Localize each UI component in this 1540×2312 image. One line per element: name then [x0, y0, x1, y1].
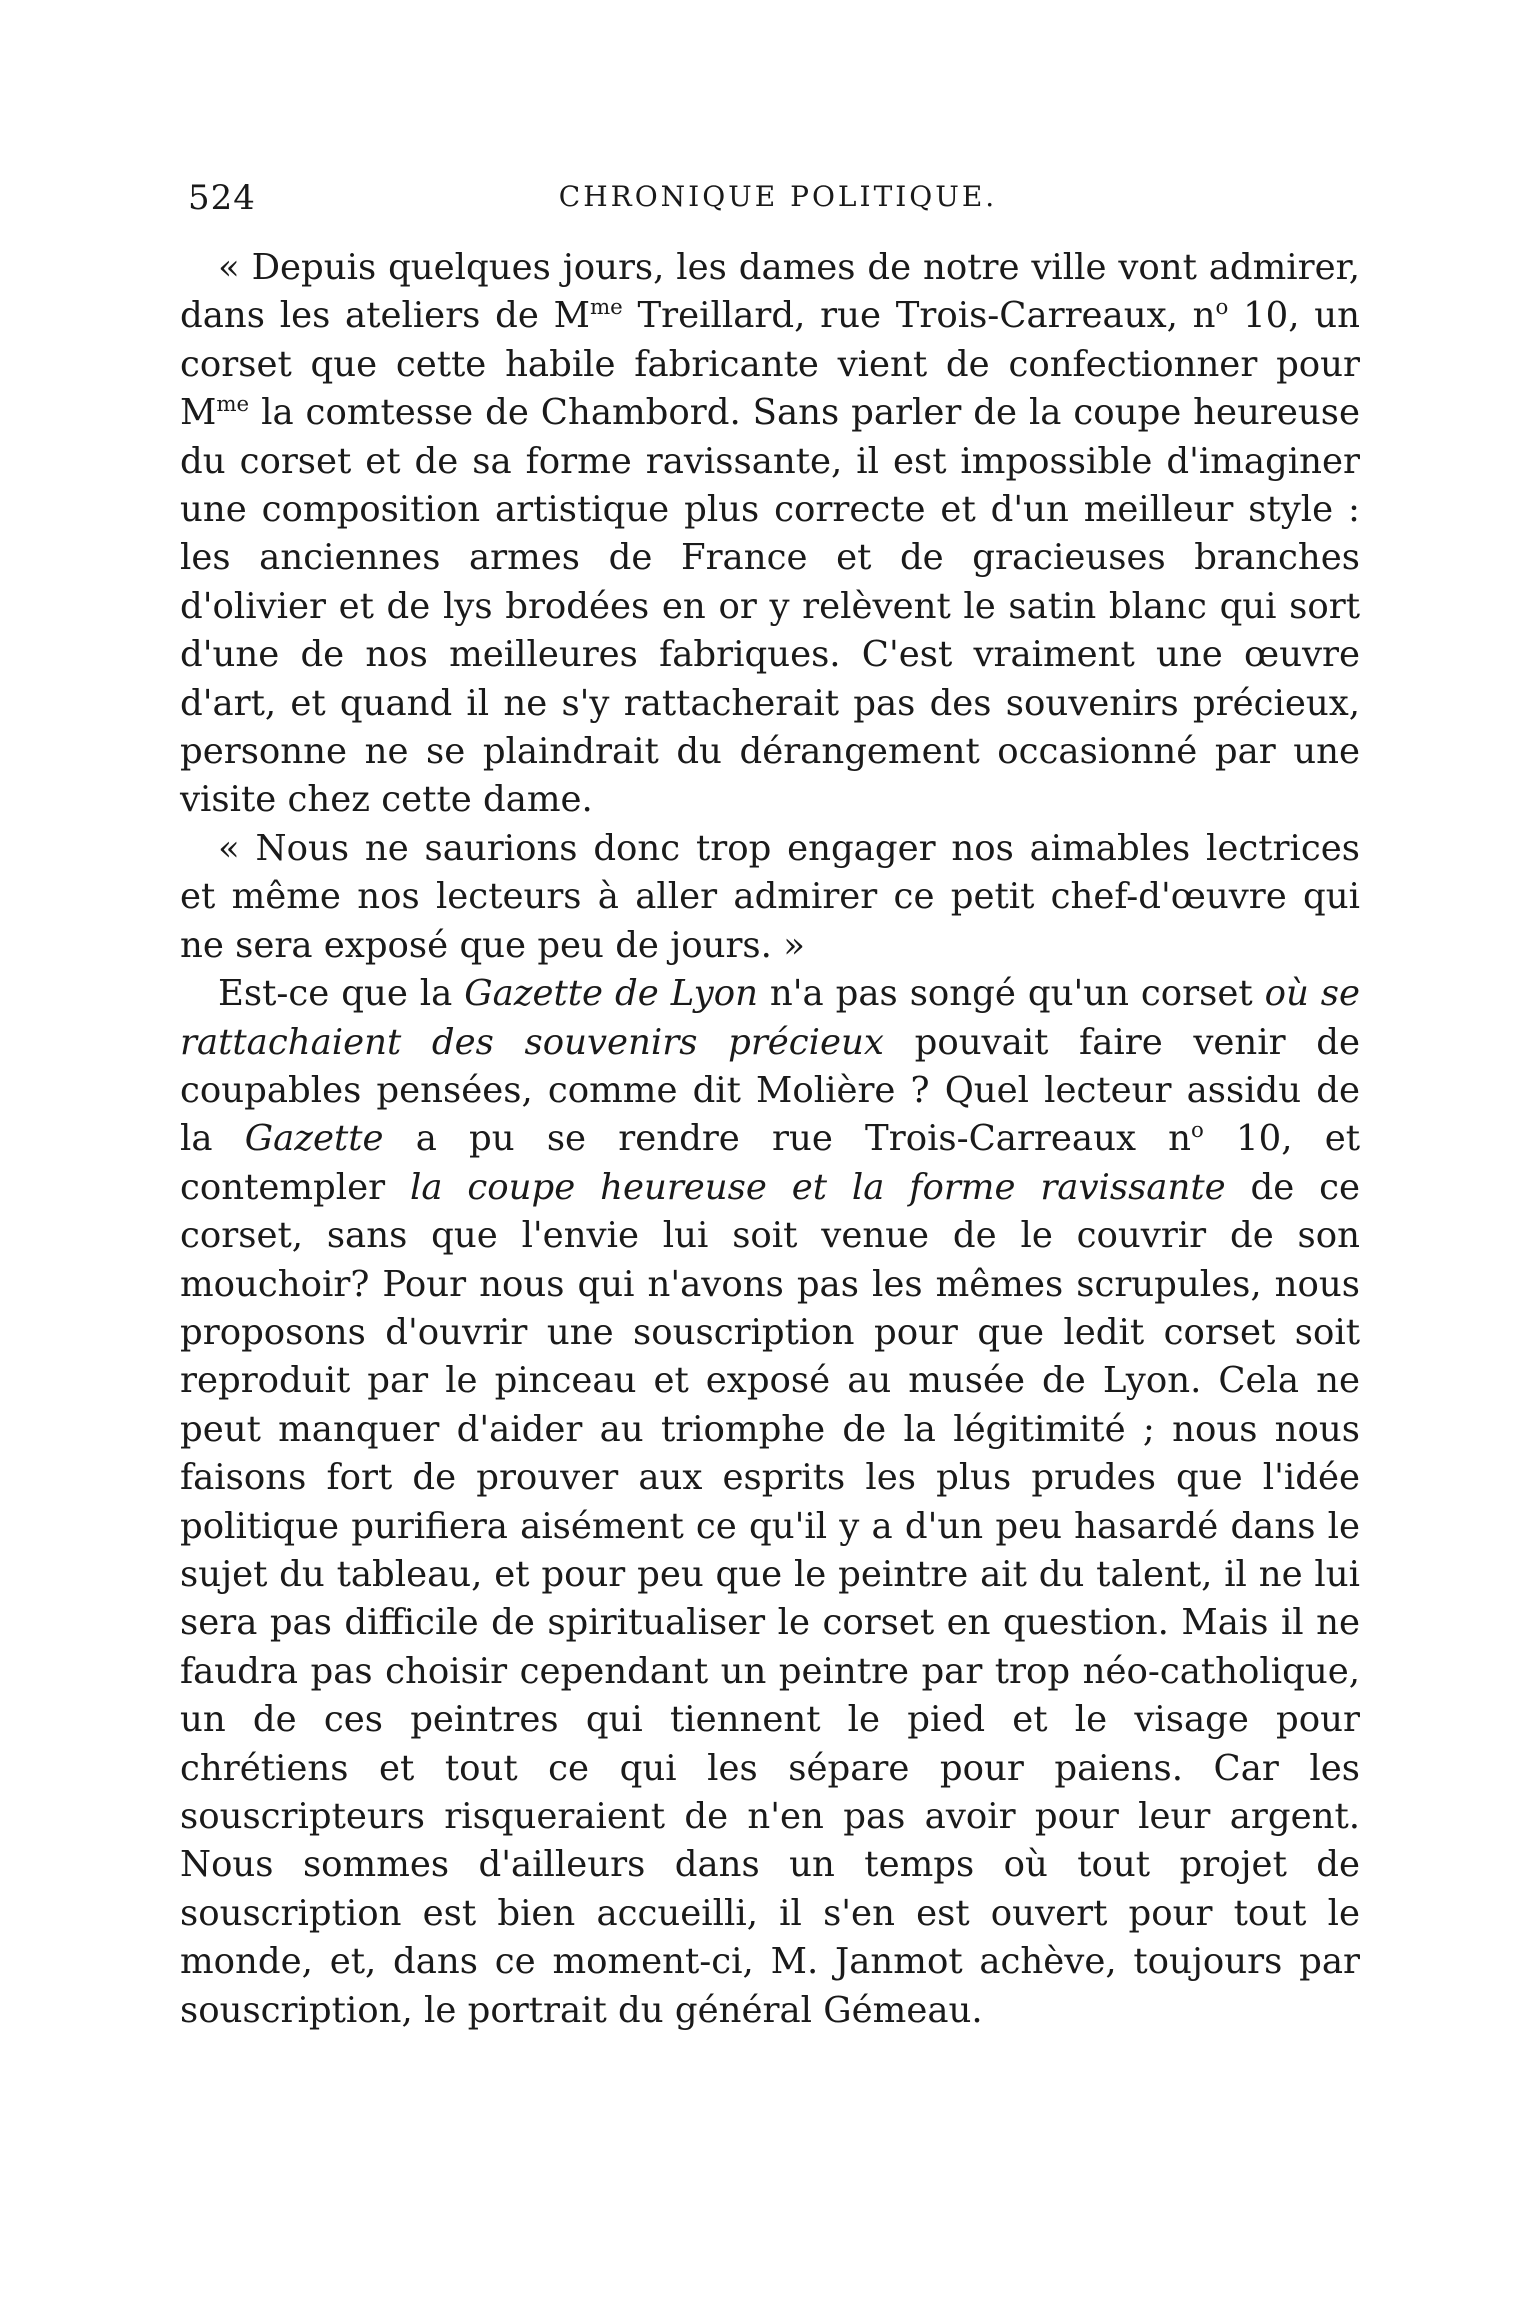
text-run: 10, un corset que cette habile fabricante vient de confectionner pour M — [180, 295, 1360, 434]
text-run: Treillard, rue Trois-Carreaux, n — [622, 295, 1216, 337]
paragraph — [180, 825, 1360, 970]
text-run: la comtesse de Chambord. Sans parler de la coupe heureuse du corset et de sa forme ravissante, il est impossible d'imaginer une composition artistique plus correcte et d'un meilleur style : les anciennes armes de France et de gracieuses branches d'olivier et de lys brodées en or y relèvent le satin blanc qui sort d'une de nos meilleures fabriques. C'est vraiment une œuvre d'art, et quand il ne s'y rattacherait pas des souvenirs précieux, personne ne se plaindrait du dérangement occasionné par une visite chez cette dame. — [180, 392, 1360, 821]
body-text — [180, 244, 1360, 2035]
text-run: Est-ce que la — [218, 973, 465, 1015]
superscript-text: me — [216, 392, 250, 418]
paragraph — [180, 970, 1360, 2035]
text-run: « Depuis quelques jours, les dames de notre ville vont admirer, dans les ateliers de M — [180, 247, 1360, 337]
italic-text: où se rattachaient des souvenirs précieux — [180, 973, 1360, 1063]
text-run: pouvait faire venir de coupables pensées, comme dit Molière ? Quel lecteur assidu de la — [180, 1021, 1361, 1160]
text-run: n'a pas songé qu'un corset — [757, 973, 1265, 1015]
italic-text: Gazette — [244, 1118, 384, 1160]
italic-text: Gazette de Lyon — [464, 973, 758, 1015]
superscript-text: me — [589, 295, 623, 321]
text-run: a pu se rendre rue Trois-Carreaux n — [383, 1118, 1192, 1160]
text-run: 10, et contempler — [180, 1118, 1360, 1208]
text-run: de ce corset, sans que l'envie lui soit venue de le couvrir de son mouchoir? Pour nous qui n'avons pas les mêmes scrupules, nous proposons d'ouvrir une souscription pour que ledit corset soit reproduit par le pinceau et exposé au musée de Lyon. Cela ne peut manquer d'aider au triomphe de la légitimité ; nous nous faisons fort de prouver aux esprits les plus prudes que l'idée politique purifiera aisément ce qu'il y a d'un peu hasardé dans le sujet du tableau, et pour peu que le peintre ait du talent, il ne lui sera pas difficile de spiritualiser le corset en question. Mais il ne faudra pas choisir cependant un peintre par trop néo-catholique, un de ces peintres qui tiennent le pied et le visage pour chrétiens et tout ce qui les sépare pour paiens. Car les souscripteurs risqueraient de n'en pas avoir pour leur argent. Nous sommes d'ailleurs dans un temps où tout projet de souscription est bien accueilli, il s'en est ouvert pour tout le monde, et, dans ce moment-ci, M. Janmot achève, toujours par souscription, le portrait du général Gémeau. — [180, 1166, 1360, 2031]
paragraph — [180, 244, 1360, 825]
italic-text: la coupe heureuse et la forme ravissante — [409, 1166, 1226, 1208]
running-title: CHRONIQUE POLITIQUE. — [558, 180, 998, 213]
running-head — [188, 178, 1368, 228]
superscript-text: o — [1215, 295, 1229, 321]
superscript-text: o — [1191, 1118, 1204, 1144]
page-number: 524 — [188, 178, 256, 218]
text-run: « Nous ne saurions donc trop engager nos aimables lectrices et même nos lecteurs à aller admirer ce petit chef-d'œuvre qui ne sera exposé que peu de jours. » — [180, 827, 1360, 966]
